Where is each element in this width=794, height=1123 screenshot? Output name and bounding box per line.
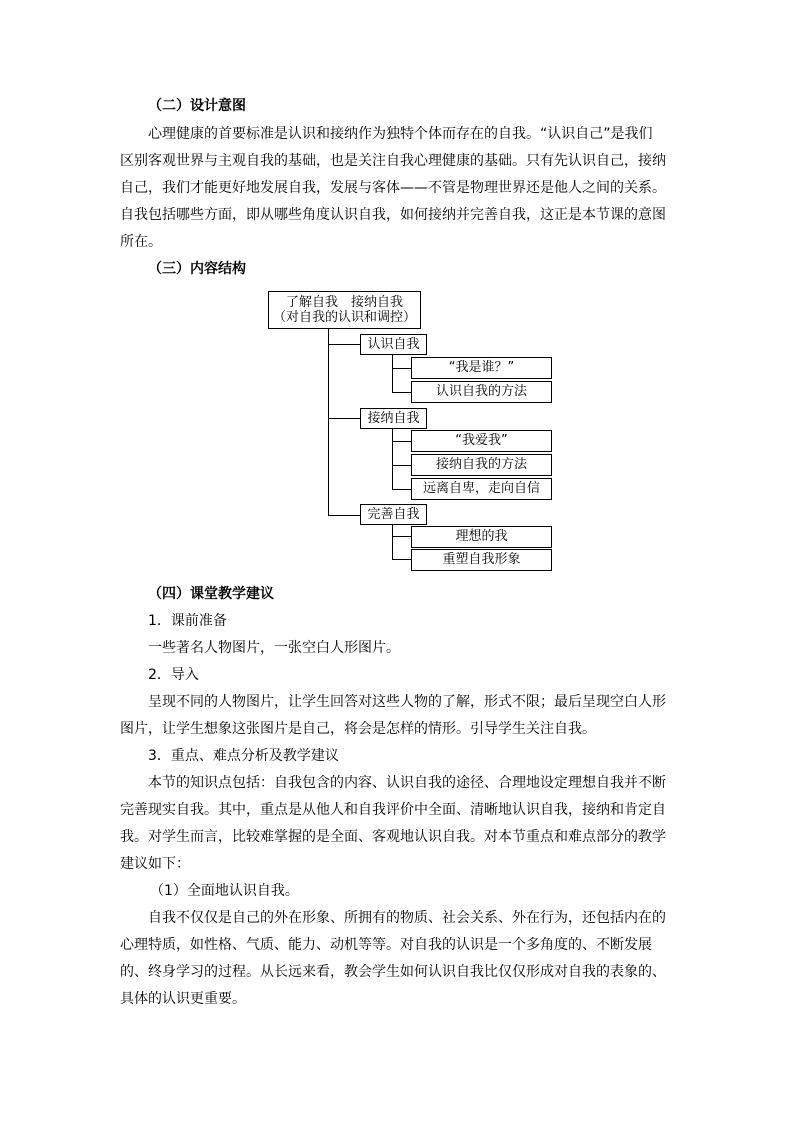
paragraph-line: 自己，我们才能更好地发展自我，发展与客体——不管是物理世界还是他人之间的关系。	[120, 180, 666, 196]
leaf-box: 重塑自我形象	[411, 549, 552, 571]
leaf-box: 认识自我的方法	[411, 381, 552, 403]
branch-connector	[328, 515, 360, 516]
branch-box-accept-self: 接纳自我	[360, 408, 427, 429]
paragraph-line: 呈现不同的人物图片，让学生回答对这些人物的了解，形式不限；最后呈现空白人形	[148, 694, 666, 710]
leaf-box: 远离自卑，走向自信	[411, 478, 552, 500]
leaf-connector	[392, 392, 411, 393]
paragraph-line: 本节的知识点包括：自我包含的内容、认识自我的途径、合理地设定理想自我并不断	[148, 775, 666, 791]
branch-connector	[328, 344, 360, 345]
root-subtitle: （对自我的认识和调控）	[272, 310, 416, 325]
paragraph-line: 区别客观世界与主观自我的基础，也是关注自我心理健康的基础。只有先认识自己，接纳	[120, 153, 666, 169]
sub-trunk-line	[392, 429, 393, 490]
section-heading-content-structure: （三）内容结构	[148, 261, 246, 277]
paragraph-line: 图片，让学生想象这张图片是自己，将会是怎样的情形。引导学生关注自我。	[120, 721, 596, 737]
trunk-line	[328, 329, 329, 516]
item-title: 2．导入	[148, 667, 199, 683]
leaf-connector	[392, 489, 411, 490]
leaf-connector	[392, 536, 411, 537]
section-heading-teaching-suggestions: （四）课堂教学建议	[148, 586, 274, 602]
paragraph-line: 心理特质，如性格、气质、能力、动机等等。对自我的认识是一个多角度的、不断发展	[120, 937, 652, 953]
paragraph-line: 的、终身学习的过程。从长远来看，教会学生如何认识自我比仅仅形成对自我的表象的、	[120, 964, 666, 980]
leaf-box: “我爱我”	[411, 430, 552, 452]
paragraph-line: 自我包括哪些方面，即从哪些角度认识自我，如何接纳并完善自我，这正是本节课的意图	[120, 207, 666, 223]
paragraph-line: 心理健康的首要标准是认识和接纳作为独特个体而存在的自我。“认识自己”是我们	[148, 126, 653, 142]
leaf-connector	[392, 465, 411, 466]
section-heading-design-intent: （二）设计意图	[148, 98, 246, 114]
paragraph-line: 具体的认识更重要。	[120, 991, 246, 1007]
leaf-box: 接纳自我的方法	[411, 454, 552, 476]
leaf-connector	[392, 559, 411, 560]
sub-trunk-line	[392, 525, 393, 560]
sub-item-title: （1）全面地认识自我。	[150, 883, 299, 899]
item-title: 3．重点、难点分析及教学建议	[148, 748, 339, 764]
sub-trunk-line	[392, 355, 393, 393]
leaf-box: 理想的我	[411, 526, 552, 548]
leaf-box: “我是谁？”	[411, 357, 552, 379]
paragraph-line: 建议如下：	[120, 856, 190, 872]
paragraph-line: 我。对学生而言，比较难掌握的是全面、客观地认识自我。对本节重点和难点部分的教学	[120, 829, 666, 845]
branch-box-improve-self: 完善自我	[360, 504, 427, 525]
root-title: 了解自我 接纳自我	[285, 295, 403, 310]
leaf-connector	[392, 368, 411, 369]
branch-connector	[328, 418, 360, 419]
paragraph-line: 完善现实自我。其中，重点是从他人和自我评价中全面、清晰地认识自我，接纳和肯定自	[120, 802, 666, 818]
leaf-connector	[392, 441, 411, 442]
paragraph-line: 一些著名人物图片，一张空白人形图片。	[148, 640, 400, 656]
item-title: 1．课前准备	[148, 613, 227, 629]
branch-box-recognize-self: 认识自我	[360, 334, 427, 355]
paragraph-line: 自我不仅仅是自己的外在形象、所拥有的物质、社会关系、外在行为，还包括内在的	[148, 910, 666, 926]
diagram-root-box	[268, 291, 421, 329]
paragraph-line: 所在。	[120, 234, 162, 250]
